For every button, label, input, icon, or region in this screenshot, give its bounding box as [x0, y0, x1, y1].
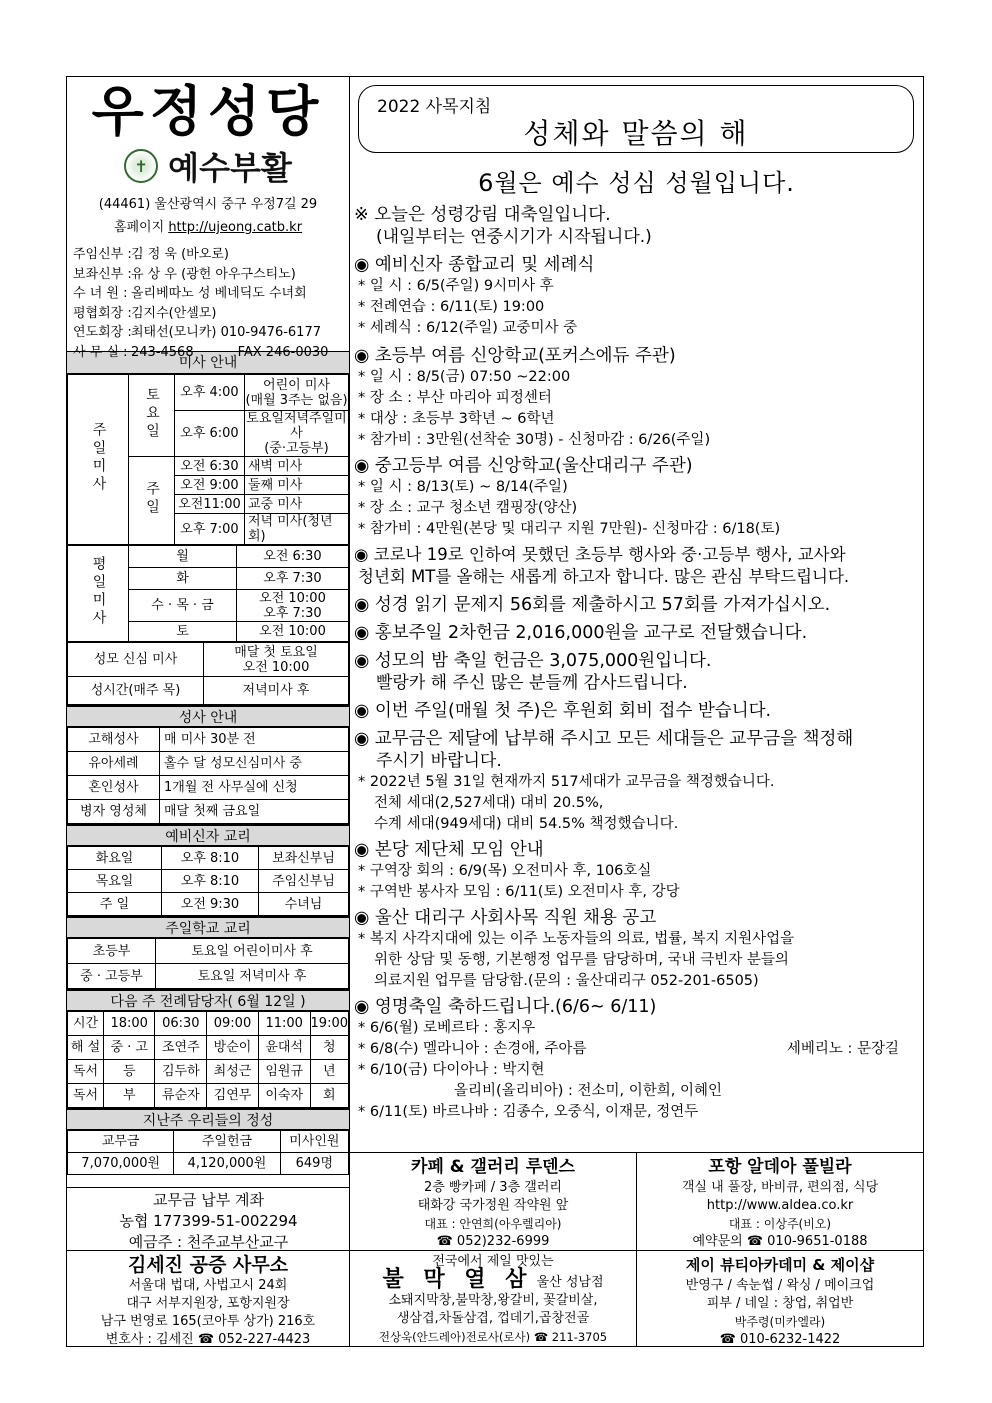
sacraments-title: 성사 안내 [67, 705, 349, 727]
sunday-school-title: 주일학교 교리 [67, 916, 349, 938]
special-mass-table: 성모 신심 미사 매달 첫 토요일 오전 10:00 성시간(매주 목) 저녁미사 후 [67, 642, 349, 705]
ad-cafe-ludens: 카페 & 갤러리 루덴스 2층 빵카페 / 3층 갤러리 태화강 국가정원 작약원 앞 대표 : 안연희(아우렐리아) ☎ 052)232-6999 [350, 1153, 637, 1250]
weekday-mass-table: 평일미사 월 오전 6:30 화 오후 7:30 수 · 목 · 금 오전 10:00 오후 7:30 토 오전 10:00 [67, 545, 349, 642]
ad-notary: 김세진 공증 사무소 서울대 법대, 사법고시 24회 대구 서부지원장, 포항지원장 남구 번영로 165(코아투 상가) 216호 변호사 : 김세진 ☎ 052-227-4423 [67, 1251, 350, 1347]
ad-beauty: 제이 뷰티아카데미 & 제이샵 반영구 / 속눈썹 / 왁싱 / 메이크업 피부 / 네일 : 창업, 취업반 박주령(미카엘라) ☎ 010-6232-1422 [685, 1256, 875, 1347]
church-header [67, 77, 349, 360]
mass-table: 주일미사 토요일 오후 4:00 어린이 미사 (매월 3주는 없음) 오후 6:00 토요일저녁주일미사 (중·고등부) 주일 오전 6:30 새벽 미사 오전 9:00 둘째 미사 오전11:00 교중 미사 오후 7:00 저녁 미사(청년회) [67, 374, 349, 545]
ad-bulmak: 전국에서 제일 맛있는 불 막 열 삼 울산 성남점 소돼지막창,불막창,왕갈비, 꽃갈비살, 생삼겹,차돌삼겹, 껍데기,곱창전골 전상욱(안드레아)전로사(로사) ☎ 211-3705 [350, 1251, 637, 1347]
catechumen-title: 예비신자 교리 [67, 824, 349, 846]
ad-aldea-villa: 포항 알데아 풀빌라 객실 내 풀장, 바비큐, 편의점, 식당 http://www.aldea.co.kr 대표 : 이상주(비오) 예약문의 ☎ 010-9651-0188 [637, 1153, 923, 1250]
notices: ※ 오늘은 성령강림 대축일입니다. (내일부터는 연중시기가 시작됩니다.) ◉ 예비신자 종합교리 및 세례식 * 일 시 : 6/5(주일) 9시미사 후 * 전례연습 : 6/11(토) 19:00 * 세례식 : 6/12(주일) 교중미사 중 ◉ 초등부 여름 신앙학교(포커스에듀 주관) * 일 시 : 8/5(금) 07:50 ~22:00 * 장 소 : 부산 마리아 피정센터 * 대상 : 초등부 3학년 ~ 6학년 * 참가비 : 3만원(선착순 30명) - 신청마감 : 6/26(주일) ◉ 중고등부 여름 신앙학교(울산대리구 주관) * 일 시 : 8/13(토) ~ 8/14(주일) * 장 소 : 교구 청소년 캠핑장(양산) * 참가비 : 4만원(본당 및 대리구 지원 7만원)- 신청마감 : 6/18(토) ◉ 코로나 19로 인하여 못했던 초등부 행사와 중·고등부 행사, 교사와 청년회 MT를 올해는 새롭게 하고자 합니다. 많은 관심 부탁드립니다. ◉ 성경 읽기 문제지 56회를 제출하시고 57회를 가져가십시오. ◉ 홍보주일 2차헌금 2,016,000원을 교구로 전달했습니다. ◉ 성모의 밤 축일 헌금은 3,075,000원입니다. 빨랑카 해 주신 많은 분들께 감사드립니다. ◉ 이번 주일(매월 첫 주)은 후원회 회비 접수 받습니다. ◉ 교무금은 제달에 납부해 주시고 모든 세대들은 교무금을 책정해 주시기 바랍니다. * 2022년 5월 31일 현재까지 517세대가 교무금을 책정했습니다. 전체 세대(2,527세대) 대비 20.5%, 수계 세대(949세대) 대비 54.5% 책정했습니다. ◉ 본당 제단체 모임 안내 * 구역장 회의 : 6/9(목) 오전미사 후, 106호실 * 구역반 봉사자 모임 : 6/11(토) 오전미사 후, 강당 ◉ 울산 대리구 사회사목 직원 채용 공고 * 복지 사각지대에 있는 이주 노동자들의 의료, 법률, 복지 지원사업을 위한 상담 및 동행, 기본행정 업무를 담당하며, 국내 극빈자 분들의 의료지원 업무를 담당함.(문의 : 울산대리구 052-201-6505) ◉ 영명축일 축하드립니다.(6/6~ 6/11) * 6/6(월) 로베르타 : 홍지우 * 6/8(수) 멜라니아 : 손경애, 주아름 세베리노 : 문장길 * 6/10(금) 다이아나 : 박지현 올리비(올리비아) : 전소미, 이한희, 이혜인 * 6/11(토) 바르나바 : 김종수, 오중식, 이재문, 정연두 [354, 205, 899, 1120]
homepage-link[interactable]: http://ujeong.catb.kr [168, 220, 303, 235]
liturgy-table: 시간 18:00 06:30 09:00 11:00 19:00 해 설 중 · 고 조연주 방순이 윤대석 청 독서 등 김두하 최성근 임원규 년 독서 부 류순자 김연무 이숙자 회 [67, 1011, 349, 1108]
offering-table: 교무금 주일헌금 미사인원 7,070,000원 4,120,000원 649명 [67, 1130, 349, 1175]
offering-title: 지난주 우리들의 정성 [67, 1108, 349, 1130]
motto-text: 예수부활 [168, 149, 292, 187]
logo-row [67, 145, 349, 187]
sunday-school-table: 초등부 토요일 어린이미사 후 중 · 고등부 토요일 저녁미사 후 [67, 938, 349, 989]
left-column [67, 77, 350, 1346]
motto-year: 2022 사목지침 [377, 97, 492, 117]
mass-title: 미사 안내 [67, 352, 349, 374]
address: (44461) 울산광역시 중구 우정7길 29 [98, 197, 318, 212]
month-title: 6월은 예수 성심 성월입니다. [478, 169, 795, 197]
liturgy-title: 다음 주 전례담당자( 6월 12일 ) [67, 989, 349, 1011]
catechumen-table: 화요일 오후 8:10 보좌신부님 목요일 오후 8:10 주임신부님 주 일 오전 9:30 수녀님 [67, 846, 349, 916]
church-name: 우정성당 [91, 80, 325, 143]
homepage: 홈페이지 http://ujeong.catb.kr [113, 220, 303, 235]
bulletin-frame [66, 76, 924, 1347]
motto-box [358, 85, 914, 153]
staff-list: 주임신부 : 김 정 욱 (바오로) 보좌신부 : 유 상 우 (광헌 아우구스티노) 수 녀 원 : 올리베따노 성 베네딕도 수녀회 평협회장 : 김지수(안셀모) 연도회장 : 최태선(모니카) 010-9476-6177 사 무 실 : 243-4568 FAX 246-0030 [73, 247, 329, 360]
aldea-link[interactable]: http://www.aldea.co.kr [706, 1198, 854, 1213]
bank-account-box [67, 1187, 350, 1253]
bank-holder: 예금주 : 천주교부산교구 [128, 1233, 289, 1251]
sacraments-table: 고해성사 매 미사 30분 전 유아세례 홀수 달 성모신심미사 중 혼인성사 1개월 전 사무실에 신청 병자 영성체 매달 첫째 금요일 [67, 727, 349, 824]
motto-title: 성체와 말씀의 해 [523, 117, 749, 150]
bank-title: 교무금 납부 계좌 [153, 1191, 264, 1209]
church-logo-icon: ✝ [124, 149, 158, 183]
motto-section [350, 77, 923, 157]
ads-row-bottom [67, 1250, 923, 1347]
bank-account: 농협 177399-51-002294 [119, 1212, 298, 1230]
ads-row-top [350, 1152, 923, 1250]
